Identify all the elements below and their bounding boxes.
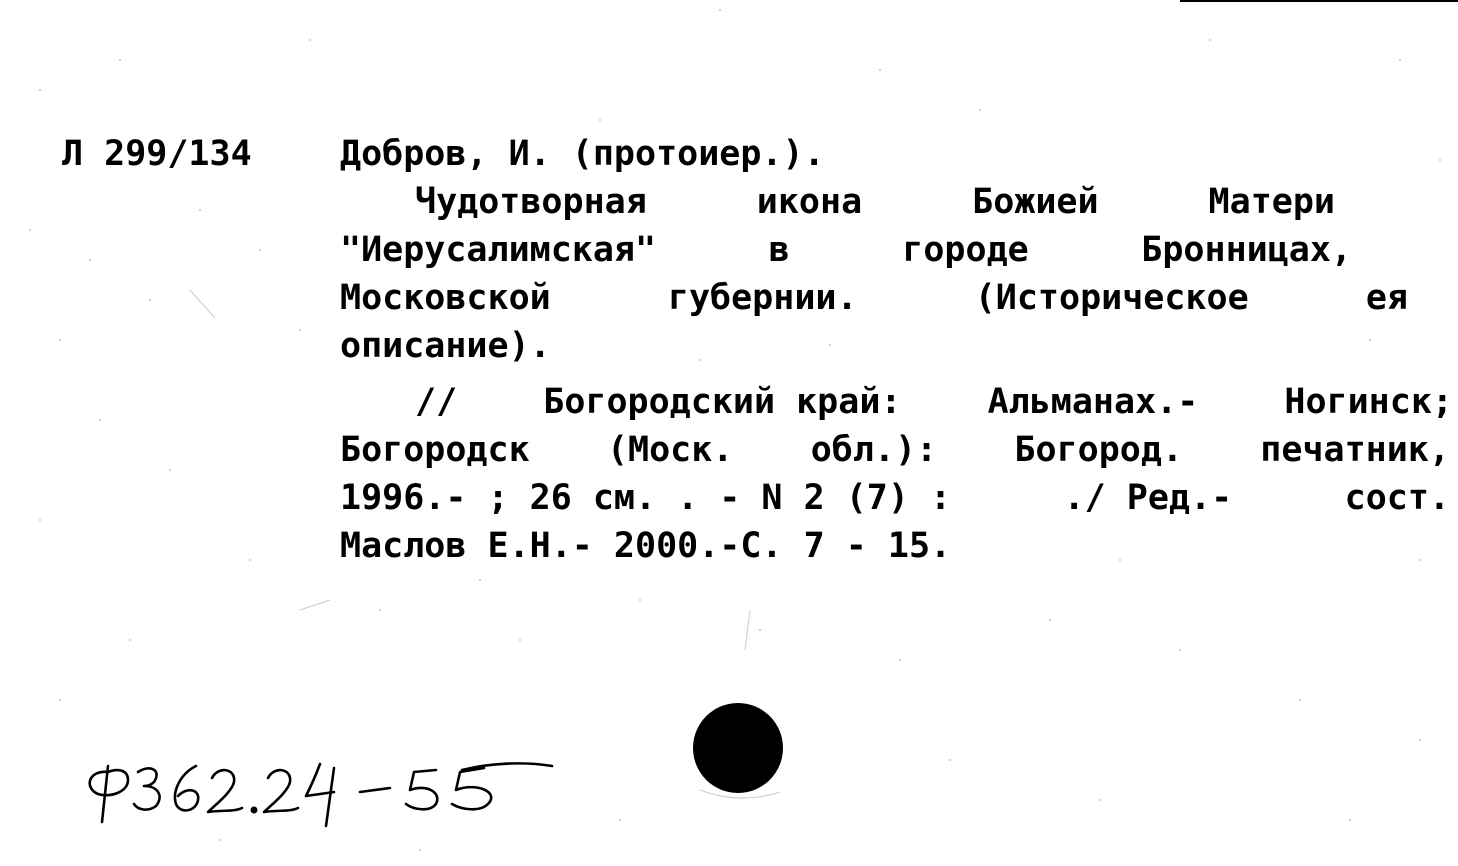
source-word: //	[415, 382, 458, 422]
title-word: Чудотворная	[415, 182, 647, 222]
top-edge-rule	[1180, 0, 1458, 2]
title-word: Божией	[972, 182, 1099, 222]
source-word: ./ Ред.-	[1063, 478, 1233, 518]
shelfmark: Л 299/134	[62, 134, 252, 174]
source-word: Альманах.-	[987, 382, 1199, 422]
title-word: Бронницах,	[1141, 230, 1352, 270]
source-line-2	[340, 426, 1450, 474]
source-word: сост.	[1344, 478, 1450, 518]
source-line-4: Маслов Е.Н.- 2000.-С. 7 - 15.	[340, 526, 952, 566]
handwritten-class-number	[84, 752, 564, 832]
source-word: Богородский край:	[543, 382, 902, 422]
title-word: "Иерусалимская"	[340, 230, 657, 270]
source-line-1	[415, 378, 1453, 426]
source-word: Богородск	[340, 430, 530, 470]
title-line-3	[340, 274, 1408, 322]
punch-hole	[693, 703, 783, 793]
source-word: печатник,	[1260, 430, 1450, 470]
title-word: губернии.	[667, 278, 858, 318]
title-word: ея	[1365, 278, 1408, 318]
title-word: икона	[756, 182, 863, 222]
source-line-3	[340, 474, 1450, 522]
title-line-2	[340, 226, 1352, 274]
title-line-4: описание).	[340, 326, 551, 366]
title-word: Московской	[340, 278, 551, 318]
source-word: (Моск.	[606, 430, 734, 470]
source-word: обл.):	[810, 430, 938, 470]
title-word: городе	[902, 230, 1029, 270]
title-word: в	[768, 230, 790, 270]
title-word: Матери	[1208, 182, 1335, 222]
title-line-1	[415, 178, 1335, 226]
author-heading: Добров, И. (протоиер.).	[340, 134, 825, 174]
source-word: 1996.- ; 26 см. . - N 2 (7) :	[340, 478, 952, 518]
source-word: Богород.	[1014, 430, 1183, 470]
source-word: Ногинск;	[1284, 382, 1453, 422]
title-word: (Историческое	[974, 278, 1249, 318]
